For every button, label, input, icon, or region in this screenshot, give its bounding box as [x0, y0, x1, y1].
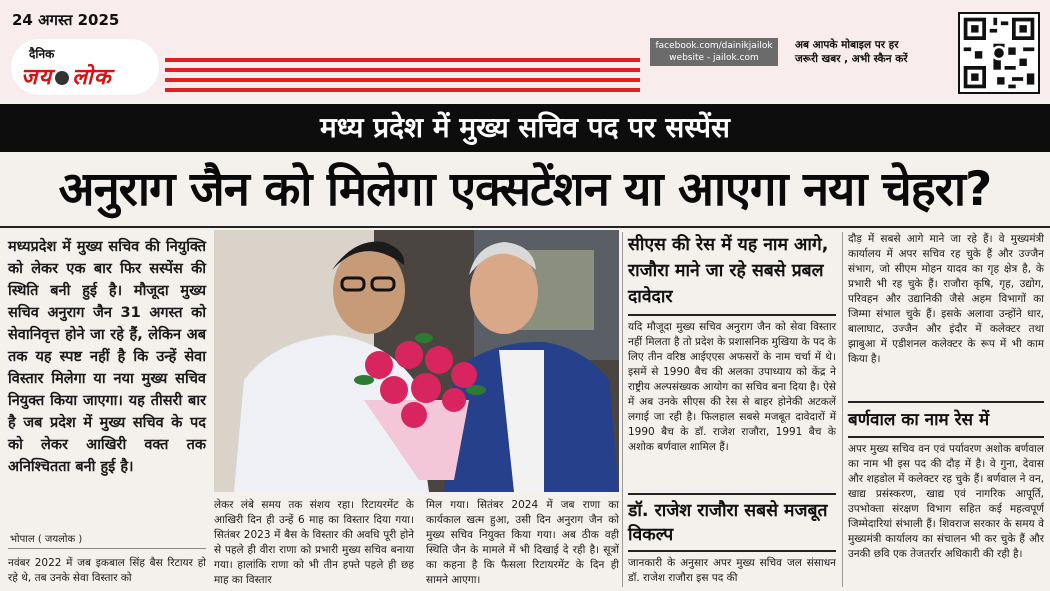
sidebar-story-barnwal [848, 398, 1044, 562]
body-paragraph: मिल गया। सितंबर 2024 में जब राणा का कार्यकाल खत्म हुआ, उसी दिन अनुराग जैन को मुख्य सचिव नियुक्त किया गया। अब ठीक वही स्थिति जैन के मामले में भी दिखाई दे रही है। सूत्रों का कहना है कि फैसला रिटायरमेंट के दिन ही सामने आएगा। [426, 499, 619, 586]
sidebar-story-race [628, 232, 836, 455]
byline: भोपाल ( जयलोक ) [10, 534, 83, 545]
social-links-box [650, 38, 778, 66]
body-paragraph: लेकर लंबे समय तक संशय रहा। रिटायरमेंट के आखिरी दिन ही उन्हें 6 माह का विस्तार दिया गया। सितंबर 2023 में बैस के विस्तार की अवधि पूरी होने से पहले ही वीरा राणा को प्रभारी मुख्य सचिव बनाया गया। हालांकि राणा को भी तीन हफ्ते पहले ही छह माह का विस्तार [214, 499, 414, 586]
subheading-rule [628, 314, 836, 316]
scan-prompt [795, 38, 945, 66]
masthead [0, 0, 1050, 100]
issue-date: 24 अगस्त 2025 [12, 11, 120, 29]
qr-code-icon [960, 14, 1038, 92]
masthead-stripe [165, 58, 640, 62]
logo-word-left: जय [21, 65, 53, 90]
facebook-link[interactable]: facebook.com/dainikjailok [655, 41, 773, 51]
scan-prompt-line1: अब आपके मोबाइल पर हर [795, 39, 899, 51]
officials-photo-illustration [214, 230, 619, 492]
subheading-rule [628, 493, 836, 495]
masthead-stripe [165, 88, 640, 92]
column-divider [622, 232, 623, 587]
body-paragraph: यदि मौजूदा मुख्य सचिव अनुराग जैन को सेवा विस्तार नहीं मिलता है तो प्रदेश के प्रशासनिक मुखिया के पद के लिए तीन वरिष्ठ आईएएस अफसरों के नाम चर्चा में थे। इसमें से 1990 बैच की अलका उपाध्याय को केंद्र ने राष्ट्रीय अल्पसंख्यक आयोग का सचिव बना दिया है। ऐसे में अब उनके सीएस की रेस से बाहर होनेकी अटकलें लगाई जा रही है। फिलहाल सबसे मजबूत दावेदारों में 1990 बैच के डॉ. राजेश राजौरा, 1991 बैच के अशोक बर्णवाल शामिल हैं। [628, 321, 836, 453]
kicker-banner: मध्य प्रदेश में मुख्य सचिव पद पर सस्पेंस [0, 104, 1050, 152]
scan-prompt-line2: जरूरी खबर , अभी स्कैन करें [795, 53, 908, 65]
body-paragraph: दौड़ में सबसे आगे माने जा रहे हैं। वे मुख्यमंत्री कार्यालय में अपर सचिव रह चुके हैं और उज्जैन संभाग, जो सीएम मोहन यादव का गृह क्षेत्र है, के प्रभारी भी रह चुके हैं। राजौरा कृषि, गृह, उद्योग, परिवहन और उद्यानिकी जैसे अहम विभागों का जिम्मा संभाल चुके हैं। इसके अलावा उन्होंने धार, बालाघाट, उज्जैन और इंदौर में कलेक्टर तथा झाबुआ में एडीशनल कलेक्टर के रूप में भी काम किया है। [848, 233, 1044, 365]
body-paragraph: नवंबर 2022 में जब इकबाल सिंह बैस रिटायर हो रहे थे, तब उनके सेवा विस्तार को [8, 557, 206, 584]
subheading: बर्णवाल का नाम रेस में [848, 410, 990, 430]
column-divider [842, 232, 843, 587]
masthead-stripe [165, 68, 640, 72]
main-headline: अनुराग जैन को मिलेगा एक्सटेंशन या आएगा नया चेहरा? [58, 162, 992, 217]
logo-word-right: लोक [72, 65, 112, 90]
body-paragraph: जानकारी के अनुसार अपर मुख्य सचिव जल संसाधन डॉ. राजेश राजौरा इस पद की [628, 557, 836, 584]
logo-main-text [21, 61, 112, 91]
subheading-rule [848, 401, 1044, 403]
news-photo [214, 230, 619, 492]
headline-rule [0, 226, 1050, 228]
subheading: डॉ. राजेश राजौरा सबसे मजबूत विकल्प [628, 501, 828, 545]
sidebar-story-rajora [628, 490, 836, 586]
subheading-rule [848, 436, 1044, 438]
globe-icon [55, 71, 69, 85]
website-link[interactable]: website - jailok.com [669, 53, 759, 63]
subheading: सीएस की रेस में यह नाम आगे, राजौरा माने जा रहे सबसे प्रबल दावेदार [628, 235, 829, 307]
newspaper-logo [10, 38, 160, 96]
logo-small-text: दैनिक [29, 47, 55, 61]
masthead-stripe [165, 78, 640, 82]
subheading-rule [628, 550, 836, 552]
lead-paragraph: मध्यप्रदेश में मुख्य सचिव की नियुक्ति को लेकर एक बार फिर सस्पेंस की स्थिति बनी हुई है। मौजूदा मुख्य सचिव अनुराग जैन 31 अगस्त को सेवानिवृत्त होने जा रहे हैं, लेकिन अब तक यह स्पष्ट नहीं है कि उन्हें सेवा विस्तार मिलेगा या नया मुख्य सचिव नियुक्त किया जाएगा। यह तीसरी बार है जब प्रदेश में मुख्य सचिव के पद को लेकर आखिरी वक्त तक अनिश्चितता बनी हुई है। [8, 239, 206, 475]
column-divider [8, 548, 206, 549]
body-paragraph: अपर मुख्य सचिव वन एवं पर्यावरण अशोक बर्णवाल का नाम भी इस पद की दौड़ में है। वे गुना, देवास और शहडोल में कलेक्टर रह चुके हैं। बर्णवाल ने वन, खाद्य प्रसंस्करण, खाद्य एवं नागरिक आपूर्ति, उपभोक्ता संरक्षण विभाग सहित कई महत्वपूर्ण जिम्मेदारियां संभाली हैं। शिवराज सरकार के समय वे मुख्यमंत्री कार्यालय का संचालन भी कर चुके हैं और उनकी छवि एक तेजतर्रार अधिकारी की रही है। [848, 443, 1044, 560]
qr-code[interactable] [958, 12, 1040, 94]
